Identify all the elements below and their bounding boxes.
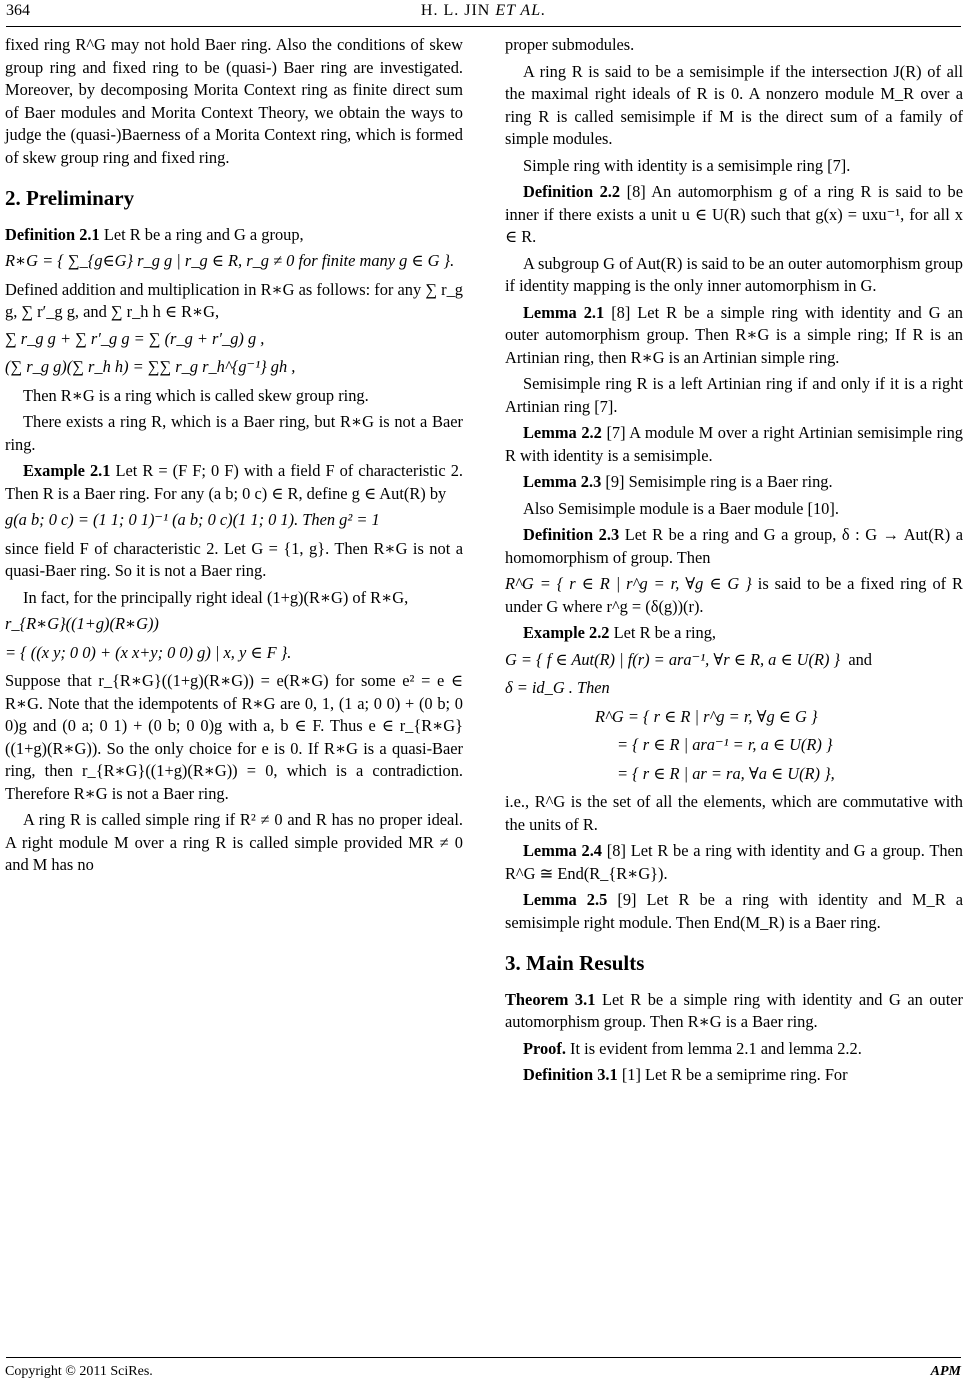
semisimple-definition: A ring R is said to be a semisimple if the intersection J(R) of all the maximal right ideals of R is 0. A nonzero module M_R over a ring R is called semisimple if M is the direct sum of a family of simple modules. [505,61,963,148]
artinian-paragraph: Semisimple ring R is a left Artinian ring if and only if it is a right Artinian ring [7]. [505,374,963,416]
left-column [5,34,463,881]
fixed-ring-eq-2: = { r ∈ R | ara⁻¹ = r, a ∈ U(R) } [617,735,833,754]
commutative-units-paragraph: i.e., R^G is the set of all the elements, which are commutative with the units of R. [505,792,963,834]
footer-rule [6,1357,961,1358]
proof: Proof. It is evident from lemma 2.1 and lemma 2.2. [523,1038,862,1058]
definition-2-2: Definition 2.2 [8] An automorphism g of a ring R is said to be inner if there exists a unit u ∈ U(R) such that g(x) = uxu⁻¹, for all x ∈ R. [505,182,963,246]
definition-3-1: Definition 3.1 [1] Let R be a semiprime ring. For [523,1065,848,1084]
page-number: 364 [6,2,30,19]
multiplication-equation: (∑ r_g g)(∑ r_h h) = ∑∑ r_g r_h^{g⁻¹} gh , [5,357,296,376]
example-2-1: Example 2.1 Let R = (F F; 0 F) with a field F of characteristic 2. Then R is a Baer ring. For any (a b; 0 c) ∈ R, define g ∈ Aut(R) by [5,461,463,503]
header-etal: ET AL. [495,2,547,19]
lemma-2-3: Lemma 2.3 [9] Semisimple ring is a Baer ring. [523,472,833,491]
addition-equation: ∑ r_g g + ∑ r′_g g = ∑ (r_g + r′_g) g , [5,328,265,348]
operations-paragraph: Defined addition and multiplication in R∗G as follows: for any ∑ r_g g, ∑ r′_g g, and ∑ r_h h ∈ R∗G, [5,279,463,321]
example-2-2-group: G = { f ∈ Aut(R) | f(r) = ara⁻¹, ∀r ∈ R, a ∈ U(R) } and [505,649,872,669]
example-2-2: Example 2.2 Let R be a ring, [523,623,717,642]
suppose-paragraph: Suppose that r_{R∗G}((1+g)(R∗G)) = e(R∗G) for some e² = e ∈ R∗G. Note that the idempotents of R∗G are 0, 1, (1 a; 0 0) + (0 b; 0 0)g and (0 a; 0 1) + (0 b; 0 0)g with a, b ∈ F. Thus e ∈ r_{R∗G}((1+g)(R∗G)). So the only choice for e is 0. If R∗G is a quasi-Baer ring, then r_{R∗G}((1+g)(R∗G)) = 0, which is a contradiction. Therefore R∗G is not a Baer ring. [5,671,463,803]
semisimple-module-baer: Also Semisimple module is a Baer module [10]. [523,498,839,518]
definition-2-1: Definition 2.1 Let R be a ring and G a group, [5,224,304,244]
section-heading-preliminary: 2. Preliminary [5,186,135,210]
right-column [505,34,963,1091]
exists-statement: There exists a ring R, which is a Baer ring, but R∗G is not a Baer ring. [5,412,463,454]
copyright: Copyright © 2011 SciRes. [5,1364,153,1379]
lemma-2-4: Lemma 2.4 [8] Let R be a ring with identity and G a group. Then R^G ≅ End(R_{R∗G}). [505,841,964,883]
skew-group-ring-definition: R∗G = { ∑_{g∈G} r_g g | r_g ∈ R, r_g ≠ 0 for finite many g ∈ G }. [5,251,455,270]
example-2-1-continued: since field F of characteristic 2. Let G = {1, g}. Then R∗G is not a quasi-Baer ring. So it is not a Baer ring. [5,538,463,580]
fixed-ring-definition: R^G = { r ∈ R | r^g = r, ∀g ∈ G } is said to be a fixed ring of R under G where r^g = (δ(g))(r). [505,574,963,616]
in-fact-paragraph: In fact, for the principally right ideal (1+g)(R∗G) of R∗G, [23,587,409,607]
definition-2-3: Definition 2.3 Let R be a ring and G a group, δ : G → Aut(R) a homomorphism of group. Then [505,525,963,567]
header-rule [6,26,961,27]
example-2-2-delta: δ = id_G . Then [505,678,610,697]
annihilator-expression: r_{R∗G}((1+g)(R∗G)) [5,614,159,633]
fixed-ring-eq-3: = { r ∈ R | ar = ra, ∀a ∈ U(R) }, [617,763,835,783]
outer-automorphism-paragraph: A subgroup G of Aut(R) is said to be an outer automorphism group if identity mapping is the only inner automorphism in G. [505,253,963,295]
lemma-2-5: Lemma 2.5 [9] Let R be a ring with identity and M_R a semisimple right module. Then End(M_R) is a Baer ring. [505,890,963,932]
lemma-2-2: Lemma 2.2 [7] A module M over a right Artinian semisimple ring R with identity is a semisimple. [505,423,963,465]
intro-paragraph: fixed ring R^G may not hold Baer ring. Also the conditions of skew group ring and fixed ring to be (quasi-) Baer ring are investigated. Moreover, by decomposing Morita Context ring as finite direct sum of Baer modules and Morita Context Theory, we obtain the ways to judge the (quasi-)Baerness of a Morita Context ring, which is formed of skew group ring and fixed ring. [5,35,463,167]
skew-ring-statement: Then R∗G is a ring which is called skew group ring. [23,385,369,405]
proper-submodules: proper submodules. [505,35,635,54]
running-header [0,2,967,20]
section-heading-main-results: 3. Main Results [505,951,645,975]
journal-abbrev: APM [930,1364,961,1379]
fixed-ring-eq-1: R^G = { r ∈ R | r^g = r, ∀g ∈ G } [595,706,818,726]
header-authors: H. L. JIN [420,2,491,19]
example-2-1-equation: g(a b; 0 c) = (1 1; 0 1)⁻¹ (a b; 0 c)(1 1; 0 1). Then g² = 1 [5,510,380,529]
simple-ring-paragraph: A ring R is called simple ring if R² ≠ 0 and R has no proper ideal. A right module M over a ring R is called simple provided MR ≠ 0 and M has no [5,810,463,874]
simple-ring-semisimple: Simple ring with identity is a semisimple ring [7]. [523,155,851,175]
lemma-2-1: Lemma 2.1 [8] Let R be a simple ring with identity and G an outer automorphism group. Then R∗G is a simple ring; If R is an Artinian ring, then R∗G is an Artinian simple ring. [505,302,963,367]
theorem-3-1: Theorem 3.1 Let R be a simple ring with identity and G an outer automorphism group. Then R∗G is a Baer ring. [505,989,963,1031]
annihilator-set: = { ((x y; 0 0) + (x x+y; 0 0) g) | x, y ∈ F }. [5,642,292,662]
